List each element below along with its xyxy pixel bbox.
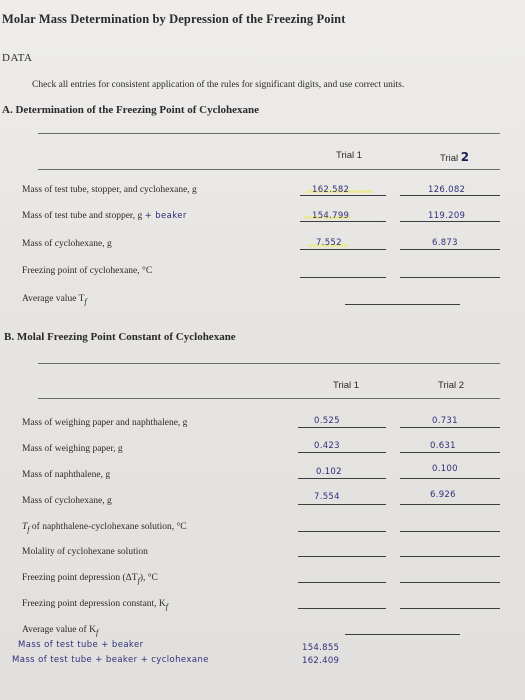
b-row7-trial2-blank [400,582,500,583]
b-row4-label: Mass of cyclohexane, g [22,496,112,506]
section-b-heading: B. Molal Freezing Point Constant of Cyclohexane [4,331,236,343]
b-row3-trial1-value: 0.102 [316,467,342,477]
a-row4-label: Freezing point of cyclohexane, °C [22,266,153,276]
a-row2-label: Mass of test tube and stopper, g + beaker [22,211,187,221]
note2-label: Mass of test tube + beaker + cyclohexane [12,655,209,665]
b-row7-trial1-blank [298,582,386,583]
instructions-text: Check all entries for consistent application of the rules for significant digits, and use correct units. [32,80,405,90]
a-row1-trial2-blank [400,195,500,196]
b-row8-label: Freezing point depression constant, $K_f$ [22,599,169,611]
b-row3-trial1-blank [298,478,386,479]
section-b-col-trial2: Trial 2 [438,380,465,391]
section-a-heading: A. Determination of the Freezing Point of Cyclohexane [2,104,260,116]
a-row2-trial1-blank [300,221,386,222]
b-row6-trial2-blank [400,556,500,557]
a-row2-trial2-value: 119.209 [428,211,466,221]
a-average-label: Average value $T_f$ [22,294,87,306]
a-row4-trial2-blank [400,277,500,278]
b-row6-trial1-blank [298,556,386,557]
b-row8-trial2-blank [400,608,500,609]
b-row6-label: Molality of cyclohexane solution [22,547,148,557]
note1-label: Mass of test tube + beaker [18,640,144,650]
b-row2-trial2-value: 0.631 [430,441,456,451]
note1-value: 154.855 [302,643,340,653]
b-row4-trial1-value: 7.554 [314,492,340,502]
b-row8-trial1-blank [298,608,386,609]
a-row3-trial1-blank [300,249,386,250]
b-row2-label: Mass of weighing paper, g [22,444,123,454]
a-row1-trial1-blank [300,195,386,196]
b-row2-trial2-blank [400,452,500,453]
a-average-blank [345,304,460,305]
section-b-col-trial1: Trial 1 [333,380,360,391]
a-row2-trial1-value: 154.799 [312,211,350,221]
b-row1-trial2-value: 0.731 [432,416,458,426]
section-a-divider [38,133,500,134]
b-row3-trial2-blank [400,478,500,479]
b-row1-trial2-blank [400,427,500,428]
b-row7-label: Freezing point depression $(\Delta T_f)$, °C [22,573,158,585]
note2-value: 162.409 [302,656,340,666]
a-row3-trial2-value: 6.873 [432,238,458,248]
section-b-header-rule [38,398,500,399]
data-heading: DATA [2,52,33,64]
b-row1-trial1-value: 0.525 [314,416,340,426]
b-row2-trial1-blank [298,452,386,453]
a-row2-trial2-blank [400,221,500,222]
b-row3-label: Mass of naphthalene, g [22,470,111,480]
b-row5-label: $T_f$ of naphthalene-cyclohexane solution, °C [22,522,187,534]
b-row2-trial1-value: 0.423 [314,441,340,451]
b-row5-trial2-blank [400,531,500,532]
a-row3-label: Mass of cyclohexane, g [22,239,112,249]
b-row1-trial1-blank [298,427,386,428]
b-row4-trial1-blank [298,504,386,505]
a-row1-label: Mass of test tube, stopper, and cyclohexane, g [22,185,197,195]
a-row1-trial1-value: 162.582 [312,185,350,195]
section-a-col-trial1: Trial 1 [336,150,363,161]
section-b-divider [38,363,500,364]
b-row3-trial2-value: 0.100 [432,464,458,474]
section-a-header-rule [38,169,500,170]
a-row4-trial1-blank [300,277,386,278]
b-row4-trial2-blank [400,504,500,505]
a-row1-trial2-value: 126.082 [428,185,466,195]
a-row3-trial1-value: 7.552 [316,238,342,248]
a-row3-trial2-blank [400,249,500,250]
b-row4-trial2-value: 6.926 [430,490,456,500]
page-title: Molar Mass Determination by Depression of the Freezing Point [2,12,346,26]
b-row5-trial1-blank [298,531,386,532]
section-a-col-trial2: Trial 2 [440,150,470,164]
b-row1-label: Mass of weighing paper and naphthalene, g [22,418,188,428]
b-average-label: Average value of $K_f$ [22,625,99,637]
b-average-blank [345,634,460,635]
